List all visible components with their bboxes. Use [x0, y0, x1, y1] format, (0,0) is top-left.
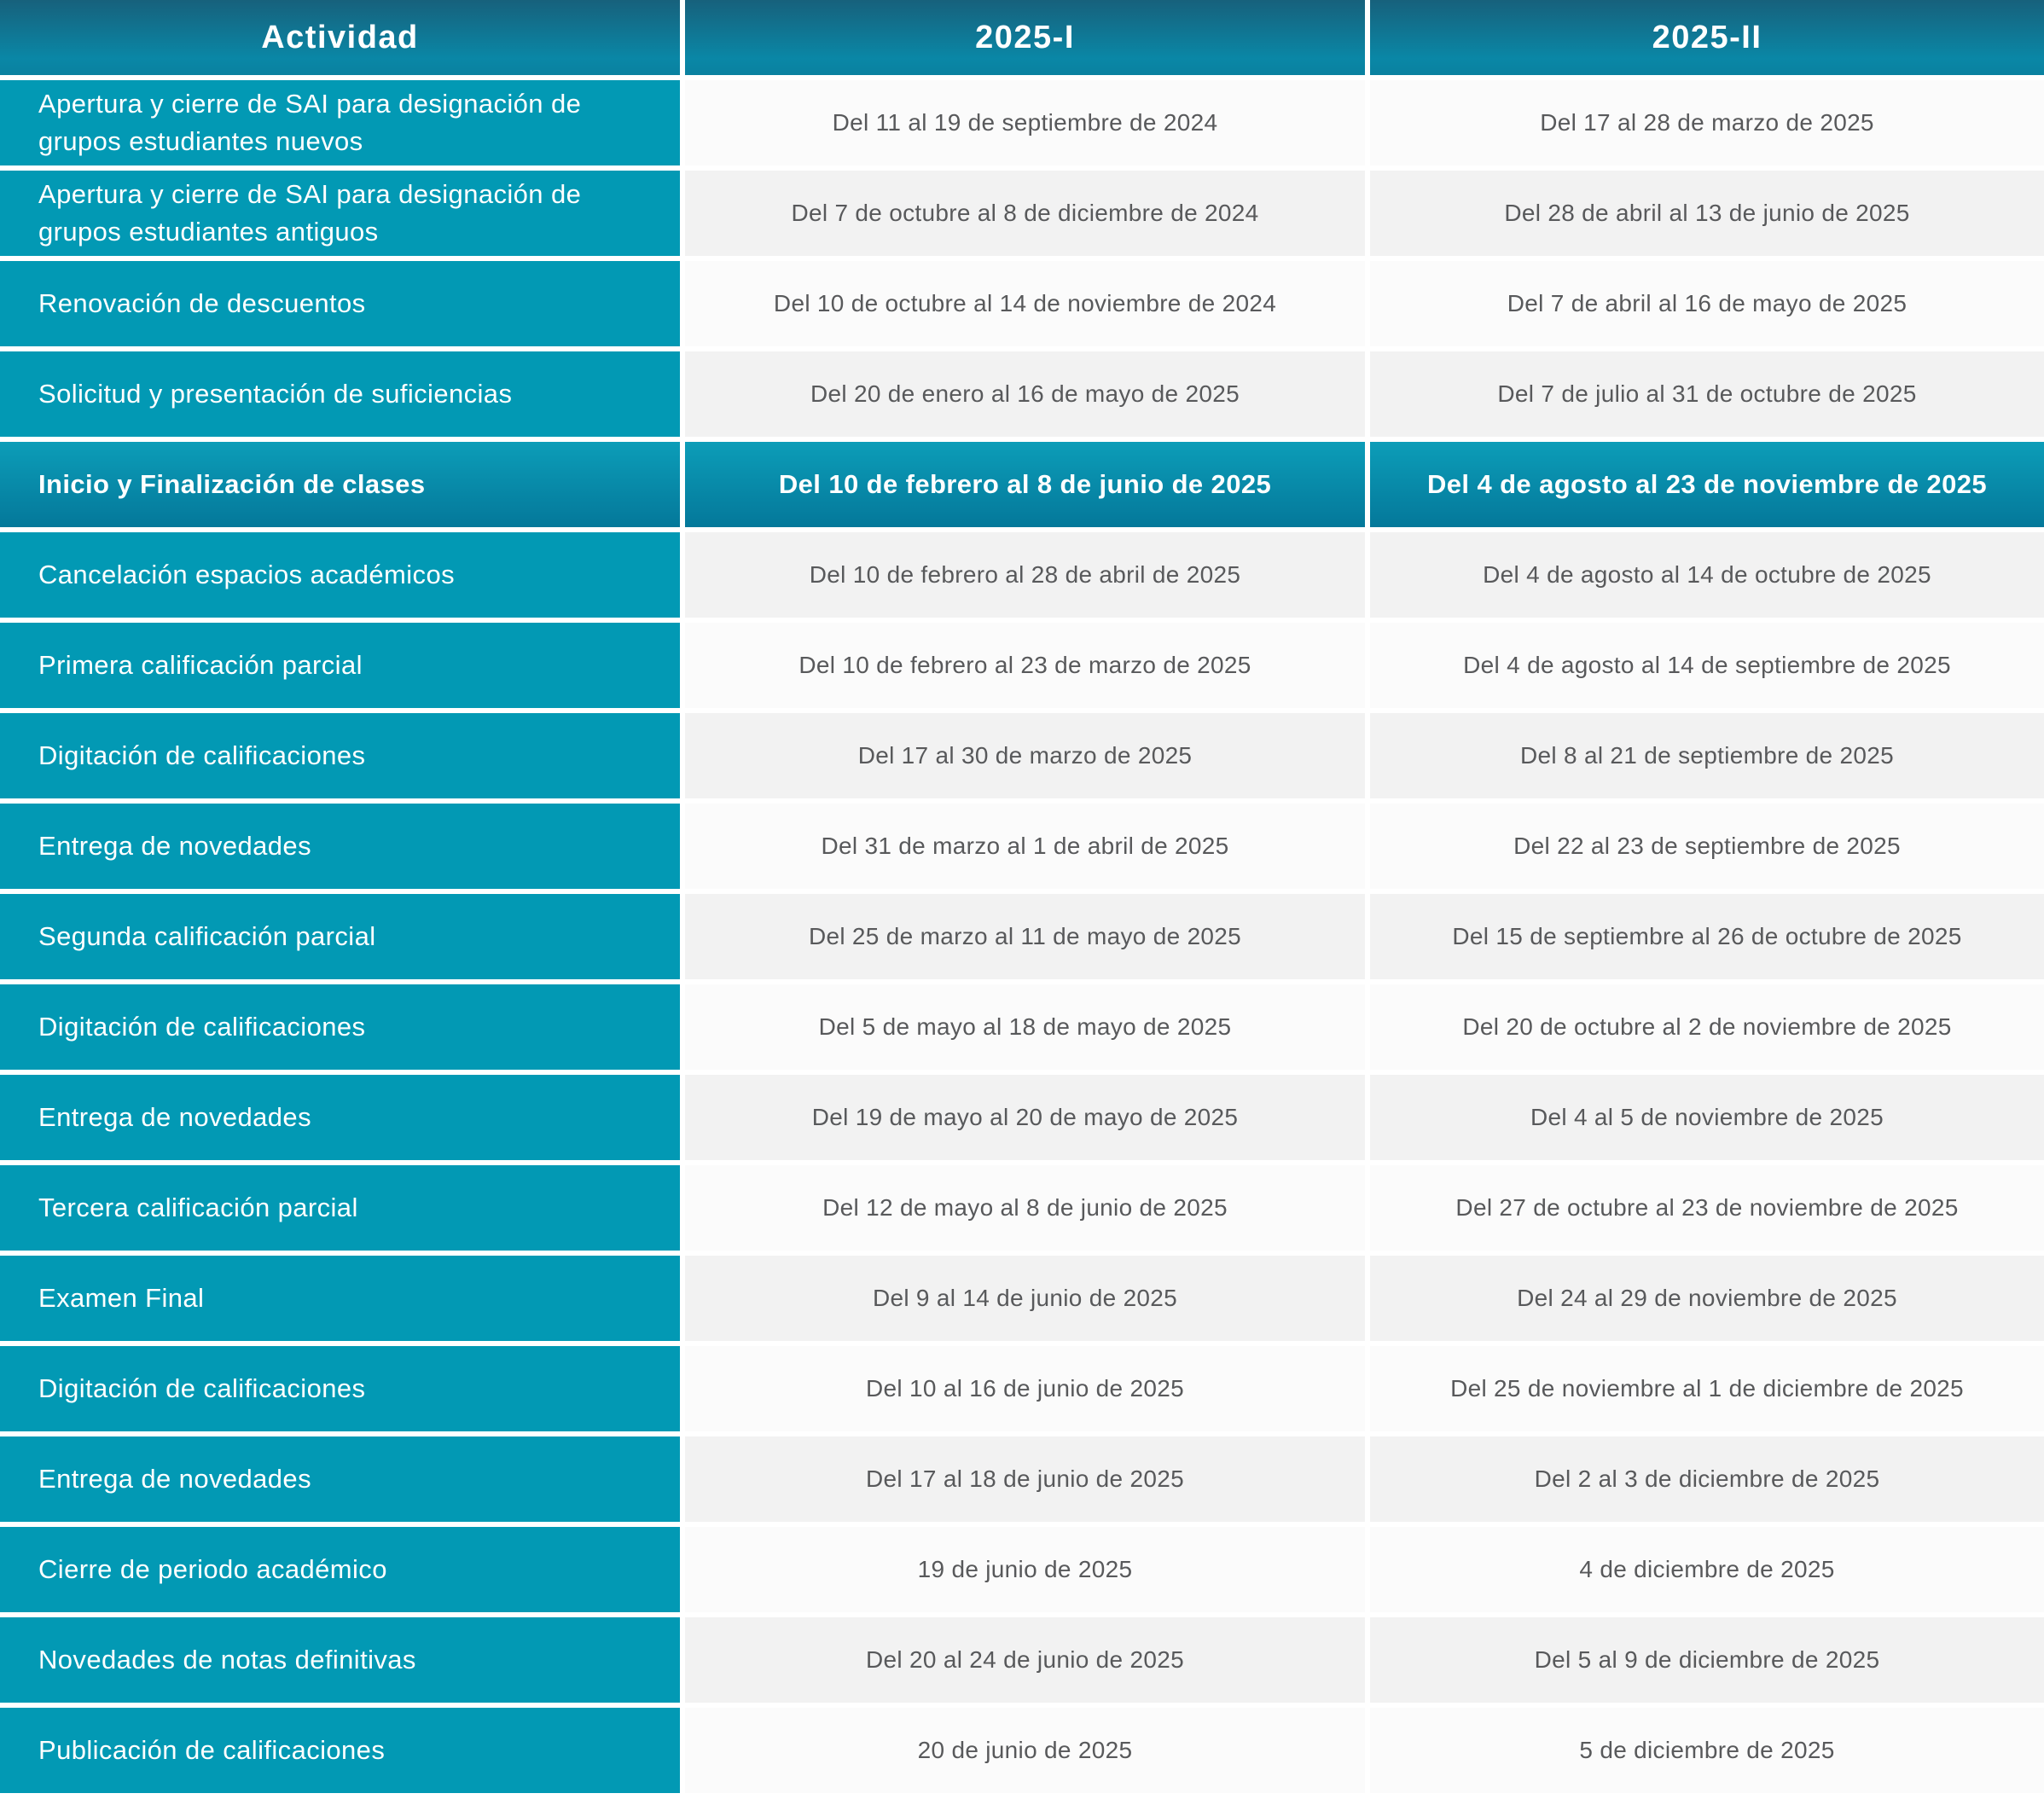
- period2-cell: Del 15 de septiembre al 26 de octubre de 2025: [1370, 894, 2044, 979]
- period1-cell: Del 31 de marzo al 1 de abril de 2025: [685, 804, 1365, 889]
- activity-cell: Cancelación espacios académicos: [0, 532, 680, 618]
- activity-cell: Digitación de calificaciones: [0, 713, 680, 798]
- period2-cell: 4 de diciembre de 2025: [1370, 1527, 2044, 1612]
- activity-cell: Inicio y Finalización de clases: [0, 442, 680, 527]
- period1-cell: Del 7 de octubre al 8 de diciembre de 2024: [685, 171, 1365, 256]
- period1-cell: Del 11 al 19 de septiembre de 2024: [685, 80, 1365, 165]
- period2-cell: Del 4 de agosto al 14 de septiembre de 2025: [1370, 623, 2044, 708]
- period2-cell: Del 7 de abril al 16 de mayo de 2025: [1370, 261, 2044, 346]
- period1-cell: Del 5 de mayo al 18 de mayo de 2025: [685, 984, 1365, 1070]
- period1-cell: Del 17 al 18 de junio de 2025: [685, 1436, 1365, 1522]
- period1-cell: Del 9 al 14 de junio de 2025: [685, 1256, 1365, 1341]
- period2-cell: Del 2 al 3 de diciembre de 2025: [1370, 1436, 2044, 1522]
- period1-cell: Del 12 de mayo al 8 de junio de 2025: [685, 1165, 1365, 1251]
- period2-cell: Del 28 de abril al 13 de junio de 2025: [1370, 171, 2044, 256]
- activity-cell: Publicación de calificaciones: [0, 1708, 680, 1793]
- activity-cell: Entrega de novedades: [0, 1436, 680, 1522]
- period2-cell: 5 de diciembre de 2025: [1370, 1708, 2044, 1793]
- activity-cell: Cierre de periodo académico: [0, 1527, 680, 1612]
- period2-cell: Del 17 al 28 de marzo de 2025: [1370, 80, 2044, 165]
- header-cell-actividad: Actividad: [0, 0, 680, 75]
- period2-cell: Del 4 de agosto al 14 de octubre de 2025: [1370, 532, 2044, 618]
- period2-cell: Del 24 al 29 de noviembre de 2025: [1370, 1256, 2044, 1341]
- period2-cell: Del 27 de octubre al 23 de noviembre de 2025: [1370, 1165, 2044, 1251]
- activity-cell: Digitación de calificaciones: [0, 1346, 680, 1431]
- activity-cell: Segunda calificación parcial: [0, 894, 680, 979]
- period2-cell: Del 8 al 21 de septiembre de 2025: [1370, 713, 2044, 798]
- period2-cell: Del 4 de agosto al 23 de noviembre de 2025: [1370, 442, 2044, 527]
- period1-cell: Del 10 de febrero al 28 de abril de 2025: [685, 532, 1365, 618]
- activity-cell: Novedades de notas definitivas: [0, 1617, 680, 1703]
- header-cell-2025-2: 2025-II: [1370, 0, 2044, 75]
- period2-cell: Del 25 de noviembre al 1 de diciembre de 2025: [1370, 1346, 2044, 1431]
- period1-cell: Del 10 de octubre al 14 de noviembre de 2024: [685, 261, 1365, 346]
- period2-cell: Del 4 al 5 de noviembre de 2025: [1370, 1075, 2044, 1160]
- activity-cell: Solicitud y presentación de suficiencias: [0, 351, 680, 437]
- period2-cell: Del 22 al 23 de septiembre de 2025: [1370, 804, 2044, 889]
- activity-cell: Tercera calificación parcial: [0, 1165, 680, 1251]
- activity-cell: Renovación de descuentos: [0, 261, 680, 346]
- activity-cell: Entrega de novedades: [0, 804, 680, 889]
- activity-cell: Digitación de calificaciones: [0, 984, 680, 1070]
- period1-cell: Del 17 al 30 de marzo de 2025: [685, 713, 1365, 798]
- period2-cell: Del 5 al 9 de diciembre de 2025: [1370, 1617, 2044, 1703]
- activity-cell: Entrega de novedades: [0, 1075, 680, 1160]
- period2-cell: Del 20 de octubre al 2 de noviembre de 2025: [1370, 984, 2044, 1070]
- period1-cell: Del 19 de mayo al 20 de mayo de 2025: [685, 1075, 1365, 1160]
- period1-cell: 19 de junio de 2025: [685, 1527, 1365, 1612]
- activity-cell: Primera calificación parcial: [0, 623, 680, 708]
- activity-cell: Examen Final: [0, 1256, 680, 1341]
- period1-cell: Del 10 al 16 de junio de 2025: [685, 1346, 1365, 1431]
- period1-cell: Del 20 al 24 de junio de 2025: [685, 1617, 1365, 1703]
- period2-cell: Del 7 de julio al 31 de octubre de 2025: [1370, 351, 2044, 437]
- period1-cell: 20 de junio de 2025: [685, 1708, 1365, 1793]
- activity-cell: Apertura y cierre de SAI para designación de grupos estudiantes nuevos: [0, 80, 680, 165]
- period1-cell: Del 10 de febrero al 8 de junio de 2025: [685, 442, 1365, 527]
- header-cell-2025-1: 2025-I: [685, 0, 1365, 75]
- period1-cell: Del 20 de enero al 16 de mayo de 2025: [685, 351, 1365, 437]
- period1-cell: Del 10 de febrero al 23 de marzo de 2025: [685, 623, 1365, 708]
- activity-cell: Apertura y cierre de SAI para designación de grupos estudiantes antiguos: [0, 171, 680, 256]
- period1-cell: Del 25 de marzo al 11 de mayo de 2025: [685, 894, 1365, 979]
